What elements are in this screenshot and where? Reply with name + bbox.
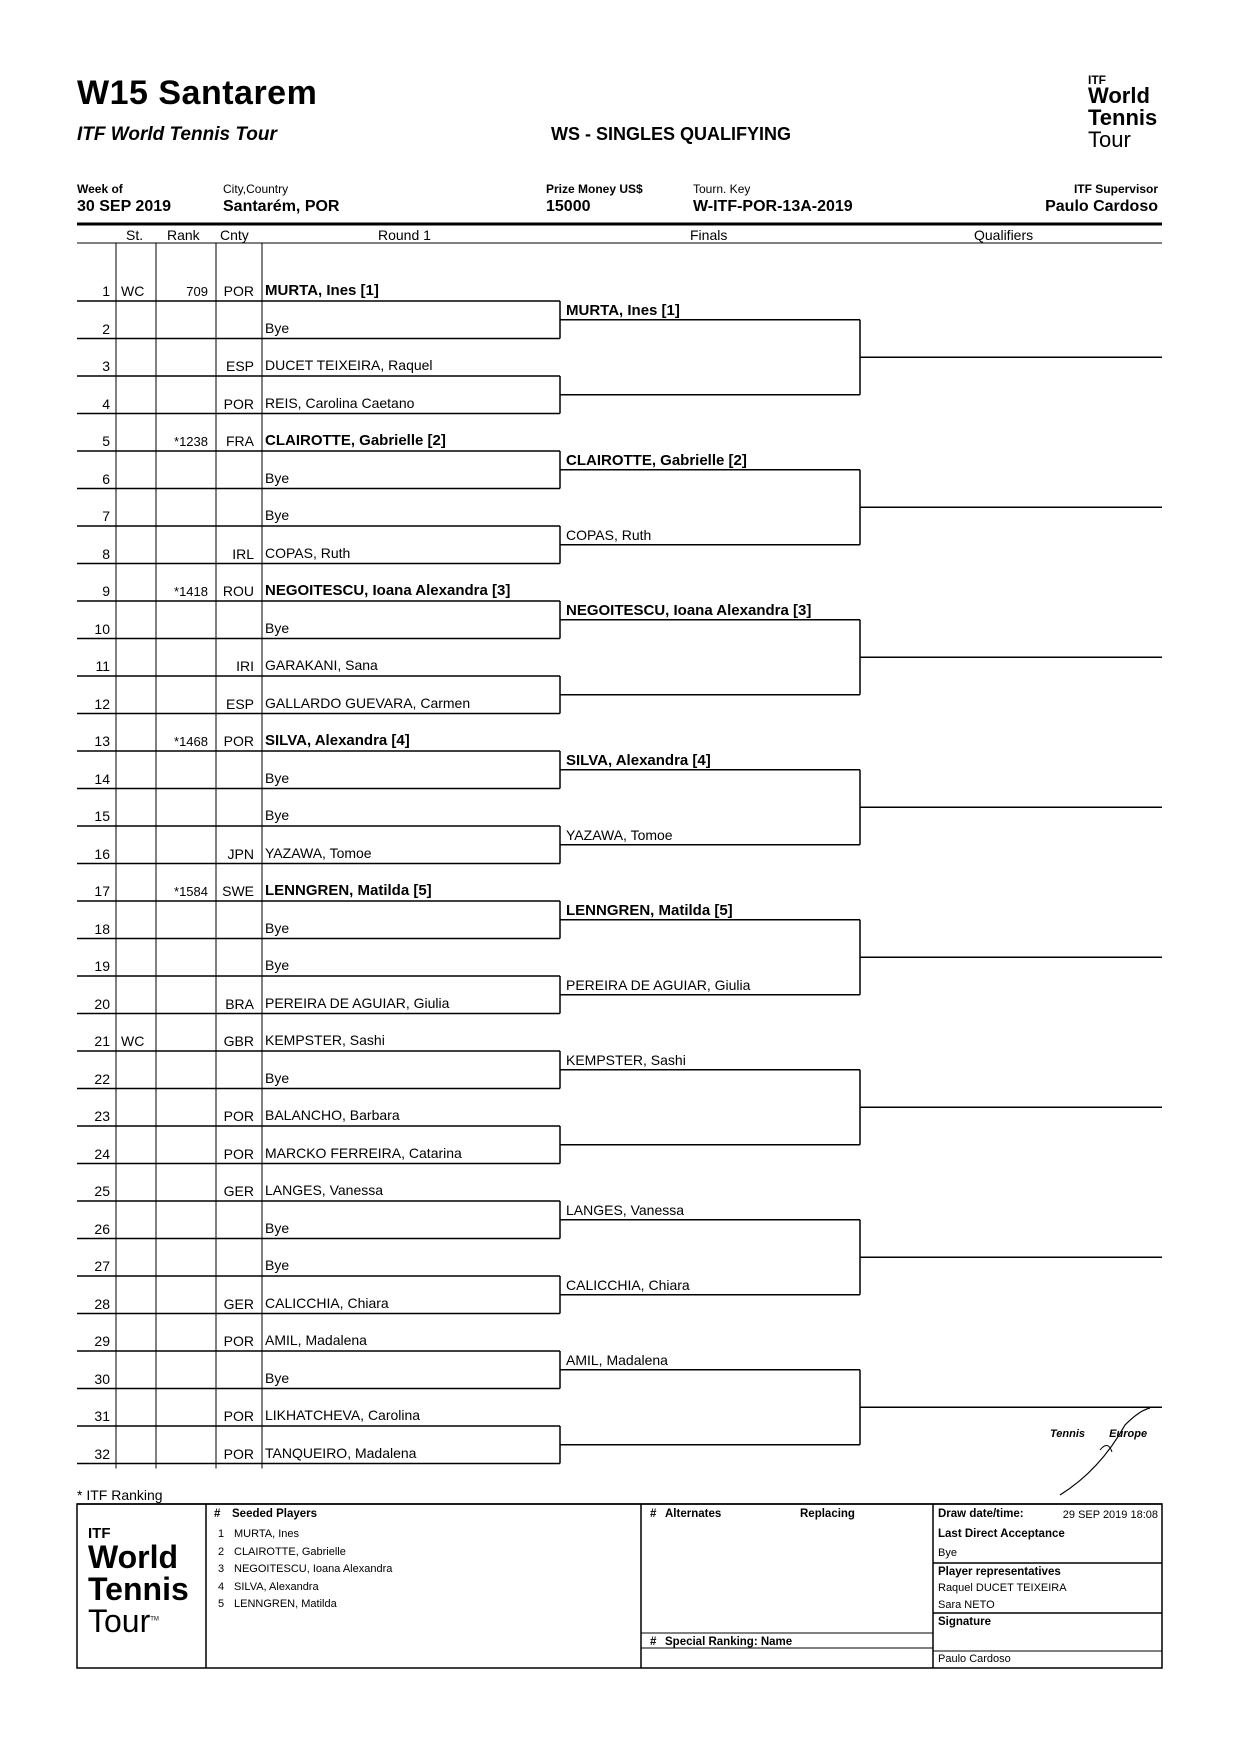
draw-position: 6 (102, 470, 110, 487)
draw-country: POR (223, 1333, 254, 1349)
seeded-number: 3 (218, 1563, 225, 1575)
draw-position: 20 (94, 995, 110, 1012)
draw-country: ESP (225, 358, 254, 374)
seeded-name: CLAIROTTE, Gabrielle (234, 1545, 346, 1558)
itf-logo-bottom-tour (88, 1605, 189, 1637)
itf-logo-tour: Tour (1088, 127, 1131, 152)
draw-position: 12 (94, 695, 110, 712)
player-name: Bye (265, 1257, 290, 1273)
draw-rank: *1584 (174, 884, 208, 899)
prize-label: Prize Money US$ (546, 182, 643, 196)
player-name: TANQUEIRO, Madalena (265, 1444, 417, 1461)
reps-label: Player representatives (938, 1566, 1061, 1578)
signature-value: Paulo Cardoso (938, 1653, 1011, 1665)
player-name: REIS, Carolina Caetano (265, 394, 415, 411)
tennis-europe-right: Europe (1109, 1428, 1148, 1440)
col-qualifiers: Qualifiers (974, 227, 1034, 243)
draw-rank: *1468 (174, 734, 208, 749)
signature-label: Signature (938, 1616, 992, 1628)
draw-position: 24 (94, 1145, 110, 1162)
player-name: MURTA, Ines [1] (265, 282, 379, 299)
city-label: City,Country (223, 182, 289, 196)
draw-date-label: Draw date/time: (938, 1508, 1024, 1520)
round2-player: SILVA, Alexandra [4] (566, 751, 711, 769)
alternates-hash: # (650, 1508, 657, 1520)
seeded-name: MURTA, Ines (234, 1528, 299, 1540)
seeded-number: 1 (218, 1528, 225, 1540)
player-name: Bye (265, 919, 290, 936)
itf-logo-world: World (1088, 83, 1150, 108)
player-name: COPAS, Ruth (265, 544, 351, 561)
tour-name: ITF World Tennis Tour (77, 124, 277, 145)
special-ranking-title: Special Ranking: Name (665, 1636, 793, 1648)
itf-logo-bottom-itf: ITF (88, 1525, 111, 1542)
seeded-name: NEGOITESCU, Ioana Alexandra (234, 1563, 393, 1575)
player-name: LIKHATCHEVA, Carolina (265, 1407, 421, 1423)
draw-position: 28 (94, 1295, 110, 1312)
alternates-title: Alternates (665, 1508, 722, 1520)
round2-player: MURTA, Ines [1] (566, 301, 680, 319)
draw-position: 14 (94, 770, 110, 787)
draw-country: POR (223, 283, 254, 299)
draw-country: IRI (236, 658, 254, 674)
player-name: DUCET TEIXEIRA, Raquel (265, 357, 433, 373)
draw-position: 17 (94, 883, 110, 899)
draw-position: 27 (94, 1258, 110, 1274)
draw-position: 31 (94, 1408, 110, 1424)
lda-value: Bye (938, 1547, 957, 1559)
seeded-number: 4 (218, 1580, 225, 1593)
itf-logo-tennis: Tennis (1088, 105, 1158, 130)
draw-country: GBR (223, 1033, 254, 1049)
col-round1: Round 1 (378, 227, 431, 243)
player-name: NEGOITESCU, Ioana Alexandra [3] (265, 582, 511, 599)
itf-logo-bottom-tennis: Tennis (88, 1571, 189, 1607)
itf-logo-bottom-world: World (88, 1539, 179, 1575)
week-label: Week of (77, 182, 123, 196)
itf-logo-bottom (88, 1526, 189, 1637)
itf-logo-bottom-tm: TM (150, 1616, 159, 1623)
draw-position: 15 (94, 808, 110, 824)
player-name: LANGES, Vanessa (265, 1182, 384, 1198)
itf-logo-bottom-tour-text: Tour (88, 1603, 151, 1639)
player-name: Bye (265, 619, 290, 636)
tournament-key-label: Tourn. Key (693, 182, 751, 196)
week-value: 30 SEP 2019 (77, 198, 172, 215)
draw-position: 30 (94, 1370, 110, 1387)
player-name: CLAIROTTE, Gabrielle [2] (265, 432, 446, 449)
draw-position: 22 (94, 1070, 110, 1087)
rep-1: Raquel DUCET TEIXEIRA (938, 1582, 1067, 1594)
draw-status: WC (121, 283, 145, 299)
draw-country: POR (223, 733, 254, 749)
col-country: Cnty (220, 227, 249, 243)
draw-rank: *1418 (174, 584, 208, 599)
seeded-hash: # (214, 1508, 221, 1520)
prize-value: 15000 (546, 198, 591, 215)
draw-position: 16 (94, 845, 110, 862)
draw-country: POR (223, 1445, 254, 1462)
player-name: GALLARDO GUEVARA, Carmen (265, 694, 471, 711)
draw-position: 13 (94, 733, 110, 749)
player-name: CALICCHIA, Chiara (265, 1294, 389, 1311)
lda-label: Last Direct Acceptance (938, 1528, 1065, 1540)
draw-date-value: 29 SEP 2019 18:08 (1062, 1509, 1158, 1521)
draw-position: 26 (94, 1220, 110, 1237)
player-name: Bye (265, 319, 290, 336)
player-name: Bye (265, 1219, 290, 1236)
tournament-title: W15 Santarem (77, 74, 318, 112)
draw-country: SWE (222, 883, 254, 899)
player-name: MARCKO FERREIRA, Catarina (265, 1144, 462, 1161)
draw-position: 25 (94, 1183, 110, 1199)
tournament-key-value: W-ITF-POR-13A-2019 (693, 198, 853, 215)
seeded-name: LENNGREN, Matilda (234, 1598, 337, 1610)
draw-position: 7 (102, 508, 110, 524)
seeded-number: 5 (218, 1598, 225, 1610)
draw-position: 8 (102, 545, 110, 562)
round2-player: COPAS, Ruth (566, 526, 652, 543)
player-name: Bye (265, 1069, 290, 1086)
tennis-europe-left: Tennis (1050, 1428, 1086, 1440)
draw-country: POR (223, 1108, 254, 1124)
draw-position: 2 (102, 320, 110, 337)
draw-country: IRL (232, 545, 254, 562)
draw-country: ESP (225, 695, 254, 712)
replacing-title: Replacing (800, 1508, 855, 1520)
round2-player: LANGES, Vanessa (566, 1201, 685, 1218)
draw-position: 9 (102, 583, 110, 599)
draw-position: 23 (94, 1108, 110, 1124)
round2-player: AMIL, Madalena (566, 1351, 668, 1368)
col-rank: Rank (167, 227, 200, 243)
supervisor-value: Paulo Cardoso (1045, 198, 1158, 215)
col-status: St. (126, 227, 144, 243)
seeded-number: 2 (218, 1545, 225, 1558)
draw-position: 10 (94, 620, 110, 637)
round2-player: PEREIRA DE AGUIAR, Giulia (566, 976, 751, 993)
draw-country: POR (223, 1408, 254, 1424)
draw-country: JPN (227, 845, 254, 862)
player-name: SILVA, Alexandra [4] (265, 732, 410, 749)
player-name: Bye (265, 507, 290, 523)
city-value: Santarém, POR (223, 198, 340, 215)
draw-position: 29 (94, 1333, 110, 1349)
player-name: KEMPSTER, Sashi (265, 1032, 385, 1048)
draw-position: 32 (94, 1445, 110, 1462)
rep-2: Sara NETO (938, 1599, 995, 1611)
draw-position: 3 (102, 358, 110, 374)
player-name: Bye (265, 769, 290, 786)
draw-country: GER (223, 1183, 254, 1199)
draw-country: GER (223, 1295, 254, 1312)
col-finals: Finals (690, 227, 728, 243)
player-name: Bye (265, 469, 290, 486)
event-name: WS - SINGLES QUALIFYING (551, 124, 792, 144)
round2-player: LENNGREN, Matilda [5] (566, 901, 733, 919)
player-name: PEREIRA DE AGUIAR, Giulia (265, 994, 450, 1011)
draw-position: 18 (94, 920, 110, 937)
itf-logo-itf: ITF (1088, 73, 1106, 87)
player-name: GARAKANI, Sana (265, 657, 378, 673)
player-name: BALANCHO, Barbara (265, 1107, 400, 1123)
footnote: * ITF Ranking (77, 1487, 163, 1503)
draw-position: 1 (102, 283, 110, 299)
special-ranking-hash: # (650, 1636, 657, 1648)
draw-status: WC (121, 1033, 145, 1049)
supervisor-label: ITF Supervisor (1073, 182, 1158, 196)
round2-player: CALICCHIA, Chiara (566, 1276, 690, 1293)
round2-player: CLAIROTTE, Gabrielle [2] (566, 451, 747, 469)
seeded-name: SILVA, Alexandra (234, 1580, 319, 1593)
player-name: LENNGREN, Matilda [5] (265, 882, 432, 899)
draw-position: 11 (95, 658, 110, 674)
draw-position: 5 (102, 433, 110, 449)
player-name: Bye (265, 807, 290, 823)
draw-country: ROU (222, 583, 254, 599)
draw-country: POR (223, 1145, 254, 1162)
player-name: AMIL, Madalena (265, 1332, 367, 1348)
draw-position: 4 (102, 395, 110, 412)
draw-rank: 709 (186, 284, 208, 299)
draw-position: 19 (94, 958, 110, 974)
draw-country: BRA (225, 995, 254, 1012)
player-name: Bye (265, 957, 290, 973)
player-name: YAZAWA, Tomoe (265, 844, 372, 861)
round2-player: YAZAWA, Tomoe (566, 826, 673, 843)
draw-country: FRA (226, 433, 254, 449)
seeded-title: Seeded Players (232, 1508, 318, 1520)
draw-country: POR (223, 395, 254, 412)
draw-position: 21 (94, 1033, 110, 1049)
round2-player: NEGOITESCU, Ioana Alexandra [3] (566, 601, 812, 619)
round2-player: KEMPSTER, Sashi (566, 1051, 686, 1068)
draw-rank: *1238 (174, 434, 208, 449)
player-name: Bye (265, 1369, 290, 1386)
